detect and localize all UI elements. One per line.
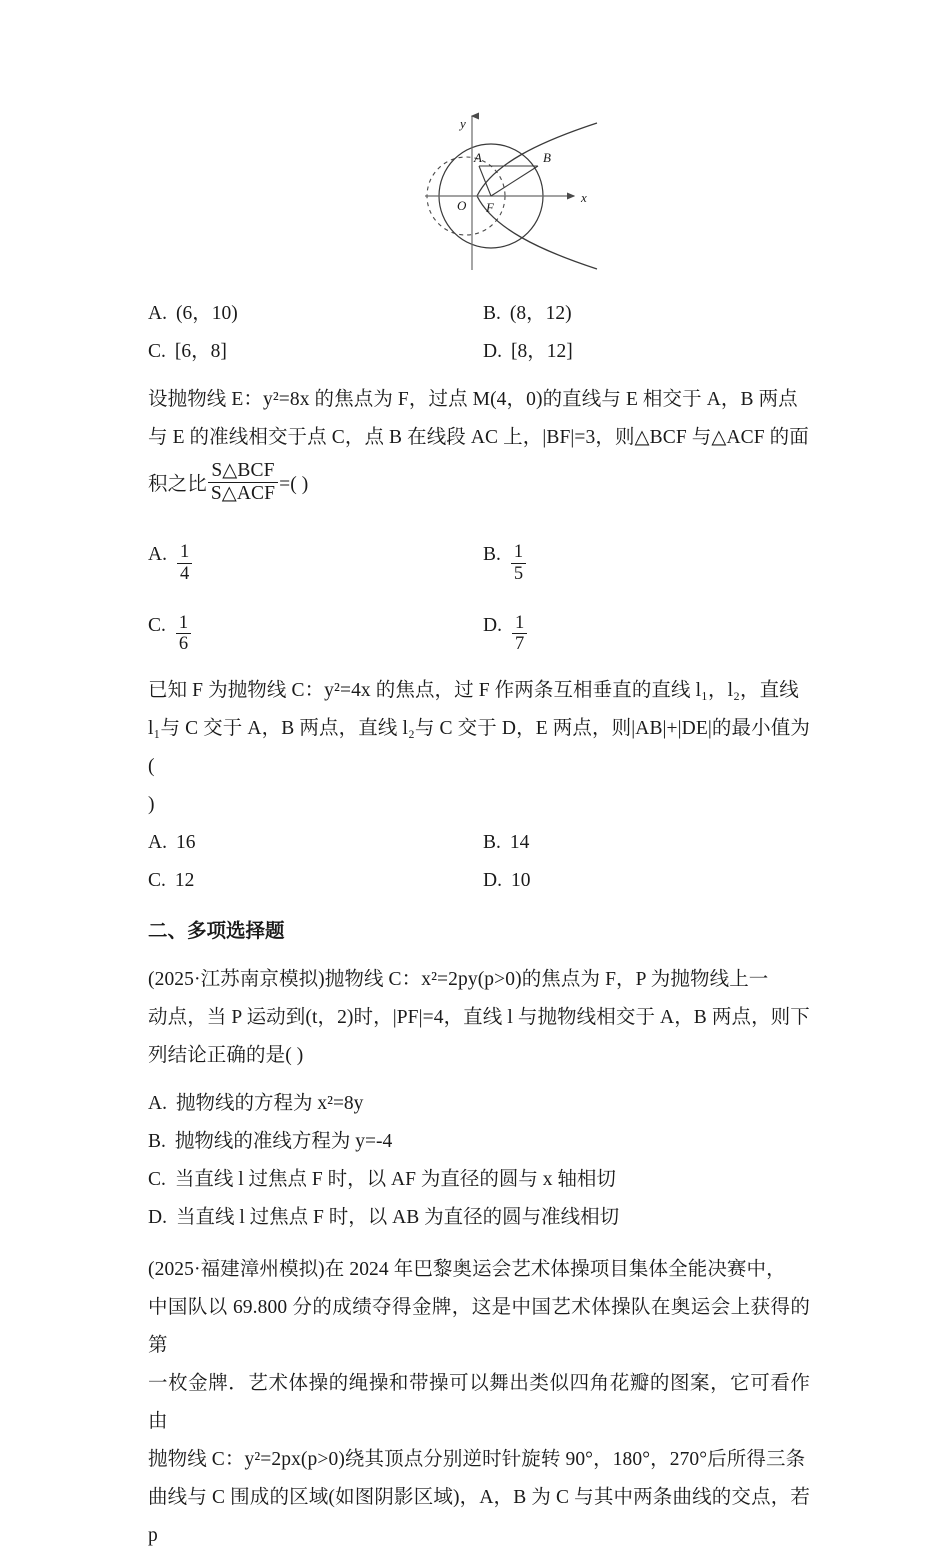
q9-option-a-label: A. (148, 1093, 167, 1114)
q6-option-b[interactable] (483, 295, 818, 333)
q6-option-d-value: [8，12] (510, 341, 573, 362)
q7-option-b-fraction (511, 542, 526, 585)
question-7-line-3 (148, 457, 810, 513)
q7-option-b-den: 5 (513, 562, 524, 584)
q9-option-d-value: 当直线 l 过焦点 F 时，以 AB 为直径的圆与准线相切 (175, 1207, 620, 1228)
q7-option-a-den: 4 (179, 562, 190, 584)
q8-option-a[interactable] (148, 824, 483, 862)
segment-fa (479, 166, 491, 196)
question-8-line-2: l₁与 C 交于 A，B 两点，直线 l₂与 C 交于 D，E 两点，则|AB|+|DE|的最小值为( (148, 718, 810, 777)
q8-options-row-1 (148, 824, 810, 862)
label-b: B (543, 150, 551, 165)
q6-options-row-2 (148, 333, 810, 371)
q7-option-a-num: 1 (177, 542, 192, 564)
q6-options-row-1 (148, 295, 810, 333)
q8-options-row-2 (148, 862, 810, 900)
q9-option-d[interactable] (148, 1199, 810, 1237)
q6-option-d-label: D. (483, 341, 502, 362)
question-7-line-2: 与 E 的准线相交于点 C，点 B 在线段 AC 上，|BF|=3，则△BCF 与△ACF 的面 (148, 427, 809, 448)
q6-option-a-label: A. (148, 303, 167, 324)
q7-option-c-den: 6 (178, 633, 189, 655)
q8-option-b-label: B. (483, 832, 501, 853)
q7-option-b-num: 1 (511, 542, 526, 564)
question-9-line-2: 动点，当 P 运动到(t，2)时，|PF|=4，直线 l 与抛物线相交于 A，B 两点，则下 (148, 1007, 810, 1028)
q8-option-c-value: 12 (174, 870, 195, 891)
q7-option-c[interactable] (148, 598, 483, 659)
q7-option-a[interactable] (148, 527, 483, 588)
question-10-line-4: 抛物线 C：y²=2px(p>0)绕其顶点分别逆时针旋转 90°，180°，270°后所得三条 (148, 1449, 806, 1470)
label-x-axis: x (581, 190, 587, 205)
question-9-line-3: 列结论正确的是( ) (148, 1045, 304, 1066)
q8-option-c[interactable] (148, 862, 483, 900)
q7-option-d-den: 7 (514, 633, 525, 655)
q6-option-b-label: B. (483, 303, 501, 324)
question-7-body (148, 381, 810, 457)
question-10-line-1: (2025·福建漳州模拟)在 2024 年巴黎奥运会艺术体操项目集体全能决赛中， (148, 1259, 786, 1280)
q8-option-d-value: 10 (510, 870, 531, 891)
q7-option-c-label: C. (148, 614, 166, 636)
q8-option-b-value: 14 (509, 832, 530, 853)
question-10-line-2: 中国队以 69.800 分的成绩夺得金牌，这是中国艺术体操队在奥运会上获得的第 (148, 1297, 810, 1356)
q7-option-c-fraction (176, 613, 191, 656)
section-2-heading: 二、多项选择题 (148, 921, 285, 942)
q7-options-row-1 (148, 527, 810, 588)
q7-option-a-fraction (177, 542, 192, 585)
q8-option-d[interactable] (483, 862, 818, 900)
area-ratio-numerator: S△BCF (208, 460, 278, 483)
q9-option-c[interactable] (148, 1161, 810, 1199)
q8-option-b[interactable] (483, 824, 818, 862)
q7-option-d-label: D. (483, 614, 502, 636)
q9-option-c-label: C. (148, 1169, 166, 1190)
q6-option-d[interactable] (483, 333, 818, 371)
q7-option-d[interactable] (483, 598, 818, 659)
question-7-line-3-suffix: =( ) (279, 474, 309, 495)
question-9-body (148, 961, 810, 1075)
q7-option-b[interactable] (483, 527, 818, 588)
q8-option-c-label: C. (148, 870, 166, 891)
area-ratio-denominator: S△ACF (210, 483, 276, 505)
q6-option-c-label: C. (148, 341, 166, 362)
q9-option-a[interactable] (148, 1085, 810, 1123)
question-8-line-1: 已知 F 为抛物线 C：y²=4x 的焦点，过 F 作两条互相垂直的直线 l₁，l₂，直线 (148, 680, 799, 701)
figure-container (148, 0, 810, 281)
question-9-line-1: (2025·江苏南京模拟)抛物线 C：x²=2py(p>0)的焦点为 F，P 为抛物线上一 (148, 969, 769, 990)
label-origin: O (457, 198, 467, 213)
q7-option-b-label: B. (483, 544, 501, 565)
q6-option-a-value: (6，10) (175, 303, 238, 324)
question-7-line-1: 设抛物线 E：y²=8x 的焦点为 F，过点 M(4，0)的直线与 E 相交于 A，B 两点 (148, 389, 798, 410)
q6-option-c[interactable] (148, 333, 483, 371)
q7-option-c-num: 1 (176, 613, 191, 635)
q9-option-b[interactable] (148, 1123, 810, 1161)
parabola-circle-diagram (419, 100, 609, 275)
label-focus: F (486, 200, 494, 215)
q7-option-d-num: 1 (512, 613, 527, 635)
q8-option-a-value: 16 (175, 832, 196, 853)
q8-option-d-label: D. (483, 870, 502, 891)
question-8-line-3: ) (148, 794, 155, 815)
q7-option-d-fraction (512, 613, 527, 656)
label-a: A (474, 150, 482, 165)
q9-option-a-value: 抛物线的方程为 x²=8y (175, 1093, 364, 1114)
q9-option-b-label: B. (148, 1131, 166, 1152)
question-10-line-3: 一枚金牌．艺术体操的绳操和带操可以舞出类似四角花瓣的图案，它可看作由 (148, 1373, 810, 1432)
question-10-body (148, 1251, 810, 1555)
area-ratio-fraction (208, 460, 278, 505)
q8-option-a-label: A. (148, 832, 167, 853)
question-10-line-5: 曲线与 C 围成的区域(如图阴影区域)，A，B 为 C 与其中两条曲线的交点，若 p (148, 1487, 810, 1546)
q9-option-d-label: D. (148, 1207, 167, 1228)
q7-option-a-label: A. (148, 544, 167, 565)
q6-option-a[interactable] (148, 295, 483, 333)
question-8-body (148, 672, 810, 824)
question-7-line-3-prefix: 积之比 (148, 474, 207, 495)
q9-option-c-value: 当直线 l 过焦点 F 时，以 AF 为直径的圆与 x 轴相切 (174, 1169, 616, 1190)
q7-options-row-2 (148, 598, 810, 659)
q9-option-b-value: 抛物线的准线方程为 y=-4 (174, 1131, 393, 1152)
label-y-axis: y (460, 116, 466, 131)
q6-option-c-value: [6，8] (174, 341, 227, 362)
q6-option-b-value: (8，12) (509, 303, 572, 324)
